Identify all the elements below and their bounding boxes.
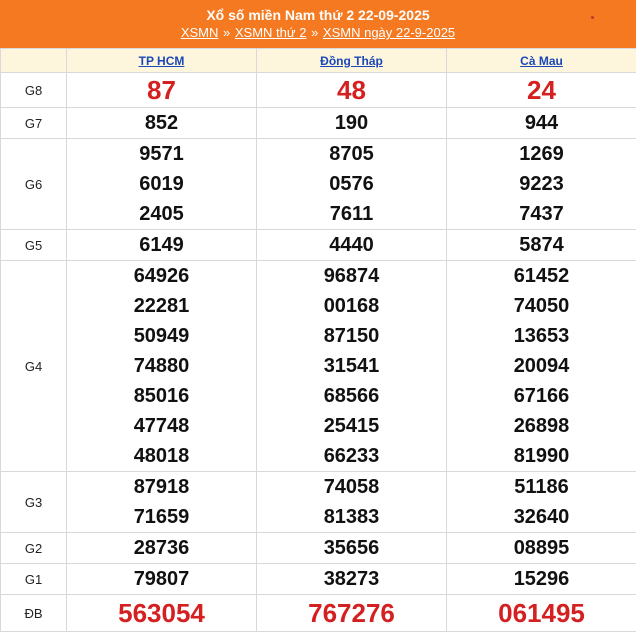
result-cell bbox=[447, 108, 636, 139]
result-number: 79807 bbox=[67, 564, 256, 594]
prize-row bbox=[1, 139, 636, 230]
result-number: 4440 bbox=[257, 230, 446, 260]
prize-row bbox=[1, 73, 636, 108]
result-cell bbox=[67, 230, 257, 261]
result-cell bbox=[257, 472, 447, 533]
result-number: 31541 bbox=[257, 351, 446, 381]
result-number: 190 bbox=[257, 108, 446, 138]
breadcrumb-separator: » bbox=[223, 25, 230, 40]
result-number: 64926 bbox=[67, 261, 256, 291]
province-header bbox=[447, 49, 636, 73]
result-number: 15296 bbox=[447, 564, 636, 594]
province-link-ca-mau[interactable]: Cà Mau bbox=[520, 54, 563, 68]
prize-label: G1 bbox=[1, 564, 67, 595]
province-header bbox=[67, 49, 257, 73]
result-number: 1269 bbox=[447, 139, 636, 169]
result-number: 061495 bbox=[447, 595, 636, 631]
breadcrumb-separator: » bbox=[311, 25, 318, 40]
result-number: 6019 bbox=[67, 169, 256, 199]
prize-label: G3 bbox=[1, 472, 67, 533]
prize-row bbox=[1, 230, 636, 261]
breadcrumb-link-xsmn-thu-2[interactable]: XSMN thứ 2 bbox=[235, 25, 307, 40]
result-number: 22281 bbox=[67, 291, 256, 321]
result-number: 00168 bbox=[257, 291, 446, 321]
result-number: 74058 bbox=[257, 472, 446, 502]
result-cell bbox=[67, 139, 257, 230]
prize-row bbox=[1, 564, 636, 595]
result-number: 87 bbox=[67, 73, 256, 107]
result-number: 852 bbox=[67, 108, 256, 138]
result-cell bbox=[67, 472, 257, 533]
result-cell bbox=[447, 472, 636, 533]
result-number: 26898 bbox=[447, 411, 636, 441]
result-number: 20094 bbox=[447, 351, 636, 381]
prize-row bbox=[1, 595, 636, 632]
result-number: 0576 bbox=[257, 169, 446, 199]
result-number: 32640 bbox=[447, 502, 636, 532]
result-cell bbox=[67, 108, 257, 139]
result-cell bbox=[67, 261, 257, 472]
page-title: Xổ số miền Nam thứ 2 22-09-2025 bbox=[0, 7, 636, 24]
result-number: 87918 bbox=[67, 472, 256, 502]
result-number: 48 bbox=[257, 73, 446, 107]
result-cell bbox=[257, 139, 447, 230]
result-cell bbox=[257, 533, 447, 564]
result-number: 51186 bbox=[447, 472, 636, 502]
prize-label: G6 bbox=[1, 139, 67, 230]
result-number: 48018 bbox=[67, 441, 256, 471]
prize-column-header bbox=[1, 49, 67, 73]
table-header-row bbox=[1, 49, 636, 73]
result-number: 74050 bbox=[447, 291, 636, 321]
results-body bbox=[1, 73, 636, 632]
result-cell bbox=[447, 261, 636, 472]
result-number: 81383 bbox=[257, 502, 446, 532]
breadcrumb bbox=[0, 24, 636, 41]
breadcrumb-link-xsmn[interactable]: XSMN bbox=[181, 25, 219, 40]
result-cell bbox=[447, 139, 636, 230]
result-cell bbox=[257, 230, 447, 261]
results-header bbox=[0, 0, 636, 48]
result-number: 944 bbox=[447, 108, 636, 138]
result-number: 71659 bbox=[67, 502, 256, 532]
result-cell bbox=[67, 533, 257, 564]
prize-label: G7 bbox=[1, 108, 67, 139]
result-cell bbox=[257, 564, 447, 595]
result-number: 9223 bbox=[447, 169, 636, 199]
result-number: 28736 bbox=[67, 533, 256, 563]
result-number: 68566 bbox=[257, 381, 446, 411]
prize-row bbox=[1, 533, 636, 564]
result-cell bbox=[447, 595, 636, 632]
prize-label: G8 bbox=[1, 73, 67, 108]
result-cell bbox=[67, 73, 257, 108]
result-number: 5874 bbox=[447, 230, 636, 260]
result-number: 6149 bbox=[67, 230, 256, 260]
result-number: 563054 bbox=[67, 595, 256, 631]
result-number: 7437 bbox=[447, 199, 636, 229]
prize-label: G4 bbox=[1, 261, 67, 472]
province-link-tp-hcm[interactable]: TP HCM bbox=[139, 54, 185, 68]
result-number: 96874 bbox=[257, 261, 446, 291]
prize-row bbox=[1, 108, 636, 139]
result-cell bbox=[447, 73, 636, 108]
result-number: 38273 bbox=[257, 564, 446, 594]
result-number: 67166 bbox=[447, 381, 636, 411]
result-number: 7611 bbox=[257, 199, 446, 229]
result-cell bbox=[67, 564, 257, 595]
result-cell bbox=[257, 595, 447, 632]
province-header bbox=[257, 49, 447, 73]
decorative-dot bbox=[591, 16, 594, 19]
result-cell bbox=[257, 261, 447, 472]
result-number: 87150 bbox=[257, 321, 446, 351]
results-table bbox=[0, 48, 636, 632]
result-number: 25415 bbox=[257, 411, 446, 441]
result-number: 24 bbox=[447, 73, 636, 107]
result-number: 35656 bbox=[257, 533, 446, 563]
result-cell bbox=[447, 533, 636, 564]
result-number: 47748 bbox=[67, 411, 256, 441]
result-number: 13653 bbox=[447, 321, 636, 351]
breadcrumb-link-xsmn-date[interactable]: XSMN ngày 22-9-2025 bbox=[323, 25, 455, 40]
prize-row bbox=[1, 472, 636, 533]
result-number: 85016 bbox=[67, 381, 256, 411]
result-cell bbox=[257, 108, 447, 139]
result-cell bbox=[447, 564, 636, 595]
prize-row bbox=[1, 261, 636, 472]
result-number: 74880 bbox=[67, 351, 256, 381]
result-number: 767276 bbox=[257, 595, 446, 631]
result-number: 81990 bbox=[447, 441, 636, 471]
prize-label: ĐB bbox=[1, 595, 67, 632]
result-number: 66233 bbox=[257, 441, 446, 471]
result-cell bbox=[67, 595, 257, 632]
result-number: 50949 bbox=[67, 321, 256, 351]
result-number: 2405 bbox=[67, 199, 256, 229]
province-link-dong-thap[interactable]: Đồng Tháp bbox=[320, 54, 383, 68]
result-number: 61452 bbox=[447, 261, 636, 291]
result-number: 9571 bbox=[67, 139, 256, 169]
result-number: 08895 bbox=[447, 533, 636, 563]
result-cell bbox=[257, 73, 447, 108]
prize-label: G5 bbox=[1, 230, 67, 261]
prize-label: G2 bbox=[1, 533, 67, 564]
result-cell bbox=[447, 230, 636, 261]
result-number: 8705 bbox=[257, 139, 446, 169]
